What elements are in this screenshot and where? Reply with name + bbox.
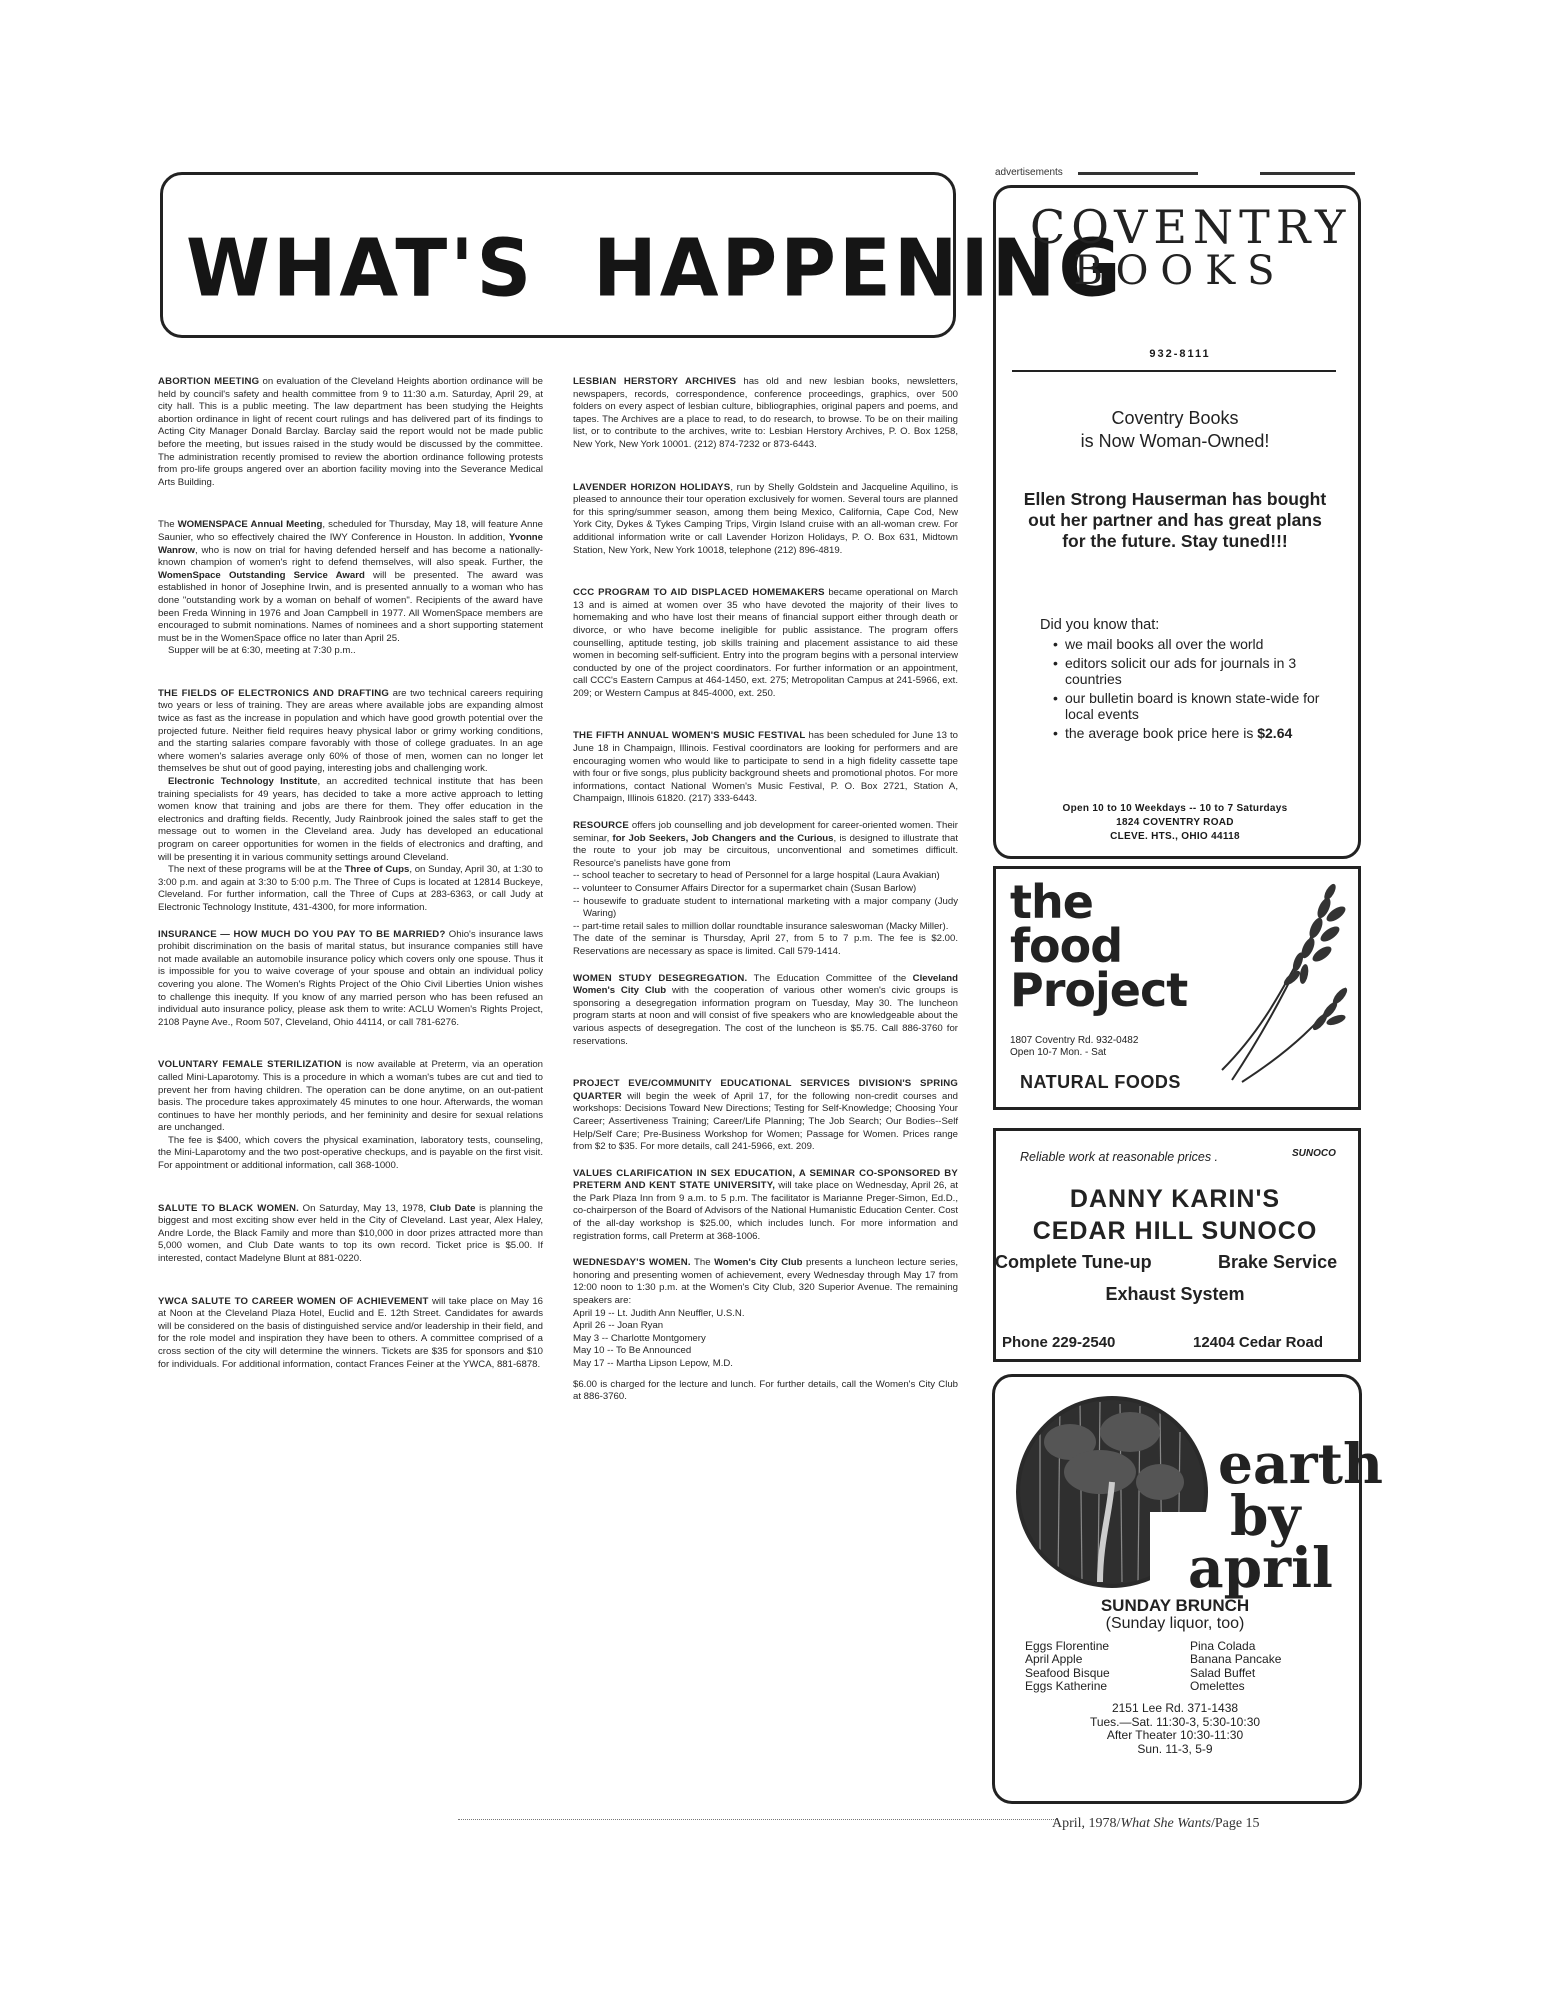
facts-list xyxy=(1040,636,1330,741)
article-heading: WOMEN STUDY DESEGREGATION. xyxy=(573,972,748,984)
logo-line: BOOKS xyxy=(1073,248,1287,294)
earth-logo-word: april xyxy=(1188,1535,1333,1600)
article-heading: VALUES CLARIFICATION IN SEX EDUCATION, A SEMINAR CO-SPONSORED BY PRETERM AND KENT STATE UNIVERSITY, xyxy=(573,1167,958,1192)
article-lavender-horizon xyxy=(573,482,958,558)
text: , on Sunday, April 30, at 1:30 to 3:00 p.m. and again at 3:30 to 5:00 p.m. The Three of Cups is located at 12814 Buckeye, Cleveland. For further information, call the Three of Cups at 283-6363, or call Judy at Electronic Technology Institute, 431-4300, for more information. xyxy=(158,864,543,913)
page-footer xyxy=(1052,1816,1260,1832)
earth-logo-word: earth xyxy=(1218,1431,1383,1496)
list-item: April 26 -- Joan Ryan xyxy=(573,1320,664,1332)
menu-item: Pina Colada xyxy=(1190,1639,1256,1653)
menu-item: Omelettes xyxy=(1190,1679,1245,1694)
text: Cleveland Women's City Club xyxy=(573,972,958,997)
brunch-subtitle: (Sunday liquor, too) xyxy=(1105,1615,1245,1632)
article-heading: VOLUNTARY FEMALE STERILIZATION xyxy=(158,1059,342,1071)
article-heading: INSURANCE — HOW MUCH DO YOU PAY TO BE MARRIED? xyxy=(158,928,446,940)
brunch-title: SUNDAY BRUNCH xyxy=(1100,1596,1250,1615)
name-line: DANNY KARIN'S xyxy=(1069,1185,1281,1213)
article-sterilization xyxy=(158,1059,543,1172)
article-black-women xyxy=(158,1203,543,1266)
hours-line: Open 10 to 10 Weekdays -- 10 to 7 Saturdays xyxy=(1062,803,1288,814)
text: Women's City Club xyxy=(714,1257,803,1269)
hours-line: Open 10-7 Mon. - Sat xyxy=(1010,1047,1107,1058)
service-exhaust: Exhaust System xyxy=(1105,1284,1245,1304)
sunoco-logo: SUNOCO xyxy=(1292,1148,1336,1159)
article-body: Ohio's insurance laws prohibit discrimination on the basis of marital status, but insurance companies still have not made available an automobile insurance policy which covers only one spouse. Thus it is impossible for you to waive coverage of your spouse and obtain an individual policy covering you alone. The Women's Rights Project of the Ohio Civil Liberties Union wishes to challenge this inequity. If you know of any married person who has been refused an individual auto insurance policy, please ask them to write: ACLU Women's Rights Project, 2108 Payne Ave., Room 507, Cleveland, Ohio 44114, or call 781-6276. xyxy=(158,928,543,1028)
ads-section-label: advertisements xyxy=(995,167,1063,178)
earth-info xyxy=(1000,1702,1350,1756)
name-line: CEDAR HILL SUNOCO xyxy=(1032,1217,1318,1245)
article-heading: WOMENSPACE Annual Meeting xyxy=(177,519,323,531)
text: Electronic Technology Institute xyxy=(168,776,318,788)
text: The xyxy=(158,519,178,531)
divider xyxy=(1012,370,1336,372)
logo-line: COVENTRY xyxy=(1030,200,1352,254)
list-item: -- volunteer to Consumer Affairs Director for a supermarket chain (Susan Barlow) xyxy=(573,883,917,894)
list-item: May 17 -- Martha Lipson Lepow, M.D. xyxy=(573,1358,733,1369)
service-tune-up: Complete Tune-up xyxy=(995,1252,1152,1272)
article-abortion-meeting xyxy=(158,376,543,489)
article-body: $6.00 is charged for the lecture and lunch. For further details, call the Women's City Club at 886-3760. xyxy=(573,1378,958,1403)
article-body: will begin the week of April 17, for the following non-credit courses and workshops: Decisions Toward New Directions; Testing for Self-Knowledge; Choosing Your Career; Assertiveness Training; Career/Life Planning; The Job Search; Our Bodies--Self Help/Self Care; Pre-Business Workshop for Women; Passage for Women. Prices range from $2 to $35. For more details, call 241-5966, ext. 209. xyxy=(573,1090,958,1153)
coventry-hours xyxy=(1020,802,1330,844)
list-item: • the average book price here is $2.64 xyxy=(1053,724,1293,741)
coventry-headline xyxy=(1020,407,1330,453)
article-wednesdays-women xyxy=(573,1257,958,1404)
text: will be presented. The award was established in honor of Josephine Irwin, and is presented annually to a woman who has done "outstanding work by a woman on behalf of women". Recipients of the award have been Freda Winning in 1976 and Joan Campbell in 1977. All WomenSpace members are encouraged to submit nominations. Names of nominees and a short supporting statement must be in the WomenSpace office no later than April 25. xyxy=(158,569,543,644)
footer-date: April, 1978/ xyxy=(1052,1816,1121,1831)
text: for Job Seekers, Job Changers and the Curious xyxy=(612,832,834,844)
article-body: has old and new lesbian books, newsletters, newspapers, records, correspondence, conference proceedings, graphics, over 500 folders on every aspect of lesbian culture, bibliographies, original papers and poems, and tapes. The Archives are a place to read, to do research, to browse. To be on their mailing list, or to contribute to the archives, write to: Lesbian Herstory Archives, P. O. Box 1258, New York, New York 10001. (212) 874-7232 or 873-6443. xyxy=(573,376,959,450)
article-womenspace xyxy=(158,519,543,658)
sunoco-address: 12404 Cedar Road xyxy=(1193,1334,1324,1351)
article-lesbian-herstory xyxy=(573,376,958,452)
facts-intro: Did you know that: xyxy=(1040,617,1160,633)
address-line: 2151 Lee Rd. 371-1438 xyxy=(1111,1701,1239,1715)
article-ywca xyxy=(158,1296,543,1372)
article-heading: LAVENDER HORIZON HOLIDAYS xyxy=(573,481,731,493)
article-body: is now available at Preterm, via an operation called Mini-Laparotomy. This is a procedure in which a woman's tubes are cut and tied to prevent her from having children. The operation can be done anytime, on an out-patient basis. The procedure takes approximately 45 minutes to one hour. Afterwards, the woman continues to have her monthly periods, and her femininity and desire for sexual relations are unchanged. xyxy=(158,1059,543,1134)
hours-line: Sun. 11-3, 5-9 xyxy=(1137,1741,1213,1756)
text: Three of Cups xyxy=(344,864,410,876)
speaker-list xyxy=(573,1308,958,1371)
article-body: are two technical careers requiring two years or less of training. They are areas where available jobs are expanding almost twice as fast as the increase in population and which have good growth potential over the projected future. Neither field requires heavy physical labor or grimy working conditions, and the starting salaries compare favorably with those of college graduates. In an age where women's salaries average only 60% of those of men, women can no longer let themselves be shut out of good paying, interesting jobs and challenging work. xyxy=(158,687,543,775)
article-heading: CCC PROGRAM TO AID DISPLACED HOMEMAKERS xyxy=(573,587,825,599)
logo-line: Project xyxy=(1010,963,1188,1017)
text: editors solicit our ads for journals in 3 countries xyxy=(1065,654,1297,687)
footer-publication: What She Wants xyxy=(1120,1816,1211,1831)
list-item: • we mail books all over the world xyxy=(1053,636,1264,652)
list-item: May 10 -- To Be Announced xyxy=(573,1345,692,1357)
headline-line: is Now Woman-Owned! xyxy=(1080,431,1270,451)
article-ccc-program xyxy=(573,587,958,700)
article-electronics xyxy=(158,688,543,915)
page-title: WHAT'S HAPPENING xyxy=(186,220,1124,315)
article-insurance xyxy=(158,929,543,1030)
sunoco-name xyxy=(1000,1183,1350,1247)
divider xyxy=(1078,172,1198,175)
sunoco-phone: Phone 229-2540 xyxy=(1002,1334,1116,1351)
coventry-announcement: Ellen Strong Hauserman has bought out her partner and has great plans for the future. Stay tuned!!! xyxy=(1023,489,1327,551)
food-project-tagline: NATURAL FOODS xyxy=(1020,1072,1181,1092)
logo-line: food xyxy=(1010,919,1123,973)
text: we mail books all over the world xyxy=(1065,636,1264,652)
article-body: became operational on March 13 and is aimed at women over 35 who have devoted the majority of their lives to homemaking and who have lost their means of financial support either through death or divorce, or who have become ineligible for public assistance. The program offers counselling, aptitude testing, job skills training and placement assistance to aid these women in becoming self-sufficient. Entry into the program begins with a personal interview conducted by one of the project coordinators. For further information or an appointment, call CCC's Eastern Campus at 464-1450, ext. 275; Metropolitan Campus at 241-5966, ext. 209; or Western Campus at 845-4000, ext. 250. xyxy=(573,587,959,699)
text: , is designed to illustrate that the route to your job may be circuitous, unconventional and sometimes difficult. Resource's panelists have gone from xyxy=(573,832,958,869)
article-body: will take place on May 16 at Noon at the Cleveland Plaza Hotel, Euclid and E. 12th Street. Candidates for awards will be considered on the basis of distinguished service and/or leadership in their field, and for the role model and inspiration they have been to others. A committee comprised of a cross section of the city will determine the winners. Tickets are $35 for sponsors and $10 for individuals. For additional information, contact Frances Feiner at the YWCA, 881-6878. xyxy=(158,1295,543,1370)
wheat-illustration-icon xyxy=(1212,870,1352,1085)
list-item: • our bulletin board is known state-wide for local events xyxy=(1053,689,1320,722)
text: Yvonne Wanrow xyxy=(158,531,543,556)
menu-item: Eggs Florentine xyxy=(1025,1639,1110,1653)
article-resource xyxy=(573,820,958,959)
text: The next of these programs will be at the xyxy=(168,864,345,876)
column-middle xyxy=(573,376,958,1404)
list-item: -- housewife to graduate student to international marketing with a major company (Judy Waring) xyxy=(573,895,958,920)
list-item: April 19 -- Lt. Judith Ann Neuffler, U.S.N. xyxy=(573,1307,745,1319)
earth-logo-word: by xyxy=(1230,1483,1301,1548)
brunch-heading xyxy=(1000,1596,1350,1633)
article-desegregation xyxy=(573,973,958,1049)
article-body: Supper will be at 6:30, meeting at 7:30 p.m.. xyxy=(168,645,356,657)
menu-item: April Apple xyxy=(1025,1652,1083,1667)
article-heading: PROJECT EVE/COMMUNITY EDUCATIONAL SERVICES DIVISION'S SPRING QUARTER xyxy=(573,1078,958,1102)
menu-item: Banana Pancake xyxy=(1190,1652,1282,1667)
article-project-eve xyxy=(573,1078,958,1154)
food-project-address xyxy=(1010,1035,1138,1059)
list-item: -- school teacher to secretary to head of Personnel for a large hospital (Laura Avakian) xyxy=(573,870,940,882)
coventry-facts xyxy=(1040,617,1330,743)
address-line: 1807 Coventry Rd. 932-0482 xyxy=(1010,1035,1139,1046)
text: The xyxy=(690,1257,715,1269)
menu-item: Salad Buffet xyxy=(1190,1665,1256,1680)
service-brake: Brake Service xyxy=(1218,1252,1338,1272)
list-item: May 3 -- Charlotte Montgomery xyxy=(573,1332,706,1344)
footer-page: /Page 15 xyxy=(1210,1816,1260,1831)
article-body: The date of the seminar is Thursday, April 27, from 5 to 7 p.m. The fee is $2.00. Reservations are necessary as space is limited. Call 579-1414. xyxy=(573,933,958,957)
text: our bulletin board is known state-wide for local events xyxy=(1065,689,1320,722)
article-body: , run by Shelly Goldstein and Jacqueline Aquilino, is pleased to announce their tour operation exclusively for women. Several tours are planned for this spring/summer season, among them being Mexico, California, Cape Cod, New York City, Dykes & Tykes Camping Trips, Virgin Island cruise with an all-woman crew. For additional information write or call Lavender Horizon Holidays, P. O. Box 631, Midtown Station, New York, New York 10018, telephone (212) 896-4819. xyxy=(573,481,958,556)
article-heading: THE FIELDS OF ELECTRONICS AND DRAFTING xyxy=(158,687,389,699)
sunoco-slogan: Reliable work at reasonable prices . xyxy=(1020,1150,1219,1164)
text: is planning the biggest and most exciting show ever held in the City of Cleveland. Last year, Alex Haley, Andre Lorde, the Black Family and more than $10,000 in door prizes attracted more than 5,000 women, and Club Date wants to top its own record. Ticket price is $5.00. If interested, contact Madelyne Blunt at 881-0220. xyxy=(158,1202,543,1265)
text: with the cooperation of various other women's civic groups is sponsoring a desegregation information program on Tuesday, May 30. The luncheon program starts at noon and will consist of five speakers who are knowledgeable about the various aspects of desegregation. The cost of the luncheon is $5.75. Call 886-3760 for reservations. xyxy=(573,985,958,1047)
article-values-clarification xyxy=(573,1168,958,1244)
article-heading: RESOURCE xyxy=(573,820,629,832)
article-heading: ABORTION MEETING xyxy=(158,376,260,387)
coventry-phone: 932-8111 xyxy=(1149,348,1211,360)
text: WomenSpace Outstanding Service Award xyxy=(158,569,365,581)
address-line: 1824 COVENTRY ROAD xyxy=(1116,817,1234,828)
article-heading: SALUTE TO BLACK WOMEN. xyxy=(158,1202,300,1214)
city-line: CLEVE. HTS., OHIO 44118 xyxy=(1110,831,1240,842)
logo-line: the xyxy=(1010,875,1093,929)
article-heading: WEDNESDAY'S WOMEN. xyxy=(573,1257,691,1269)
list-item: • editors solicit our ads for journals in 3 countries xyxy=(1053,654,1297,687)
text: The Education Committee of the xyxy=(747,972,913,984)
column-left xyxy=(158,376,543,1371)
divider xyxy=(458,1819,1058,1820)
text: $2.64 xyxy=(1257,724,1293,741)
article-body: has been scheduled for June 13 to June 18 in Champaign, Illinois. Festival coordinators are looking for performers and are encouraging women who would like to participate to send in a high fidelity cassette tape with four or five songs, plus publicity background sheets and promotional photos. For more informations, contact National Women's Music Festival, P. O. Box 2721, Station A, Champaign, Illinois 61820. (217) 333-6443. xyxy=(573,730,958,805)
menu-item: Eggs Katherine xyxy=(1025,1679,1108,1694)
text: , an accredited technical institute that has been training specialists for 49 years, has decided to take a more active approach to letting women know that training and jobs are there for them. They offer education in the electronics and drafting fields. Recently, Judy Rainbrook joined the sales staff to get the message out to women in the Cleveland area. Judy has developed an educational program on career opportunities for women in the fields of electronics and drafting, and will be presenting it in various community settings around Cleveland. xyxy=(158,776,543,863)
hours-line: After Theater 10:30-11:30 xyxy=(1106,1728,1244,1742)
text: the average book price here is xyxy=(1065,724,1258,741)
tree-illustration-icon xyxy=(1000,1382,1210,1590)
text: On Saturday, May 13, 1978, xyxy=(299,1202,430,1214)
headline-line: Coventry Books xyxy=(1111,408,1239,428)
article-body: on evaluation of the Cleveland Heights abortion ordinance will be held by council's safety and health committee from 9 to 11:30 a.m. Saturday, April 29, at city hall. This is a public meeting. The law department has been studying the Heights abortion ordinance in light of recent court rulings and has delivered part of its findings to Acting City Manager Donald Barclay. Barclay said the report would not be made public before the meeting, but issues raised in the study would be discussed by the committee. The administration recently promised to review the abortion ordinance following protests from pro-life groups angered over an abortion facility moving into the Severance Medical Arts Building. xyxy=(158,376,543,488)
text: offers job counselling and job development for career-oriented women. Their seminar, xyxy=(573,820,958,844)
menu-item: Seafood Bisque xyxy=(1025,1665,1110,1680)
menu-right xyxy=(1190,1640,1281,1694)
article-music-festival xyxy=(573,730,958,806)
hours-line: Tues.—Sat. 11:30-3, 5:30-10:30 xyxy=(1089,1714,1261,1729)
article-body: will take place on Wednesday, April 26, at the Park Plaza Inn from 9 a.m. to 5 p.m. The facilitator is Marianne Preger-Simon, Ed.D., co-chairperson of the Board of Advisors of the National Humanistic Education Center. Cost of the all-day workshop is $25.00, which includes lunch. For more information and registration forms, call Preterm at 368-1006. xyxy=(573,1180,959,1242)
food-project-logo xyxy=(1010,875,1188,1017)
text: , who is now on trial for having defended herself and has become a nationally-known champion of women's right to defend themselves, will also speak. Further, the xyxy=(158,544,543,569)
divider xyxy=(1260,172,1355,175)
article-body: The fee is $400, which covers the physical examination, laboratory tests, counseling, the Mini-Laparotomy and the two post-operative checkups, and is payable on the first visit. For appointment or additional information, call 368-1000. xyxy=(158,1134,543,1172)
coventry-logo xyxy=(1030,200,1352,294)
text: Club Date xyxy=(429,1202,476,1214)
text: , scheduled for Thursday, May 18, will feature Anne Saunier, who so effectively chaired the IWY Conference in Houston. In addition, xyxy=(158,519,543,543)
menu-left xyxy=(1025,1640,1110,1694)
article-heading: THE FIFTH ANNUAL WOMEN'S MUSIC FESTIVAL xyxy=(573,730,806,742)
list-item: -- part-time retail sales to million dollar roundtable insurance saleswoman (Macky Miller). xyxy=(573,920,949,932)
article-heading: YWCA SALUTE TO CAREER WOMEN OF ACHIEVEMENT xyxy=(158,1295,429,1307)
article-heading: LESBIAN HERSTORY ARCHIVES xyxy=(573,376,737,387)
text: presents a luncheon lecture series, honoring and presenting women of achievement, every Wednesday through May 17 from 12:00 noon to 1:30 p.m. at the Women's City Club, 320 Superior Avenue. The remaining speakers are: xyxy=(573,1257,959,1307)
panelist-list xyxy=(573,870,958,933)
